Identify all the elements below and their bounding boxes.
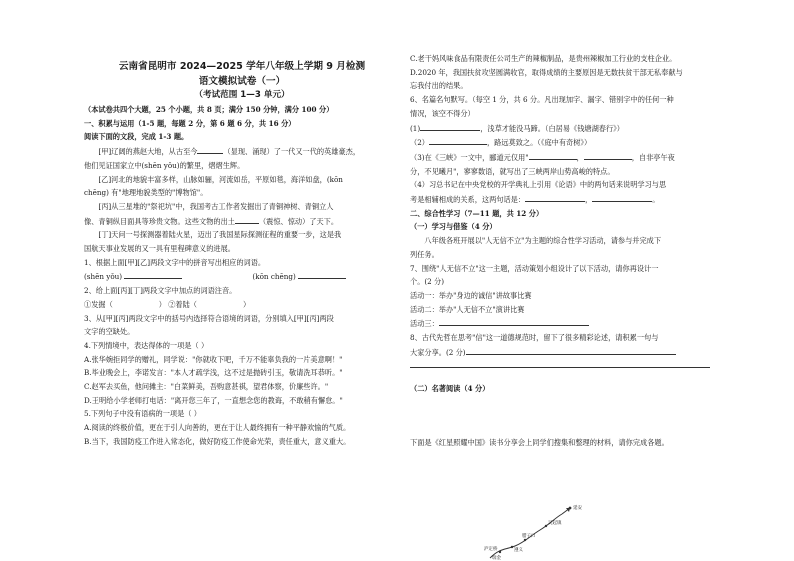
passage-jia-line1: [甲]辽阔的燕赵大地，从古至今 （显现、涌现）了一代又一代的英雄豪杰， bbox=[84, 144, 400, 159]
exam-title-line2: 语文模拟试卷（一） bbox=[198, 76, 286, 87]
route-label: 腊子口 bbox=[522, 534, 536, 539]
route-label: 吴起镇 bbox=[548, 521, 562, 526]
reading-intro: 下面是《红星照耀中国》读书分享会上同学们搜集和整理的材料，请你完成各题。 bbox=[410, 438, 669, 448]
question-4: 4.下列情境中，表达得体的一项是（ ） bbox=[84, 340, 209, 350]
question-6-line1: 6、名篇名句默写。（每空 1 分，共 6 分。凡出现加字、漏字、错别字中的任何一种 bbox=[410, 95, 674, 105]
passage-ding-line1: [丁]天问一号探测器着陆火星，迈出了我国星际探测征程的重要一步，这是我 bbox=[98, 230, 342, 240]
route-label: 泸定桥 bbox=[484, 547, 498, 552]
question-6-1: (1) ，浅草才能没马蹄。（白居易《钱塘湖春行》） bbox=[410, 121, 722, 136]
section2-intro-line2: 列任务。 bbox=[410, 249, 439, 259]
question-4-option-d: D.王明给小学老师打电话："离开您三年了，一直想念您的教诲，不敢稍有懈怠。" bbox=[84, 395, 343, 405]
question-5-option-d-line1: D.2020 年，我国扶贫攻坚圆满收官，取得成绩的主要原因是无数扶贫干部无私奉献与 bbox=[410, 67, 683, 77]
passage-bing-line2: 像、青铜纵目面具等珍贵文物。这些文物的出土 （震惊、惊动）了天下。 bbox=[84, 214, 400, 229]
activity-2: 活动二：举办"人无信不立"演讲比赛 bbox=[410, 304, 525, 314]
activity-1: 活动一：举办"身边的诚信"讲故事比赛 bbox=[410, 290, 532, 300]
section1-title: 一、积累与运用（1-5 题，每题 2 分，第 6 题 6 分，共 16 分） bbox=[84, 118, 296, 128]
instructions: （本试卷共四个大题，25 个小题，共 8 页；满分 150 分钟，满分 100 分） bbox=[84, 105, 334, 114]
answer-blank[interactable] bbox=[298, 269, 346, 279]
question-5-option-d-line2: 忘我付出的结果。 bbox=[410, 81, 468, 91]
answer-blank[interactable] bbox=[420, 121, 480, 131]
passage-yi-line1: [乙]河北的地貌丰富多样，山脉如骊，河流如岳，平原如毯，海洋如盘，(kōn bbox=[98, 174, 343, 184]
passage-jia-line2: 他们见证国家立中(shēn yǒu)的繁里，熠熠生辉。 bbox=[84, 160, 245, 170]
right-column bbox=[410, 52, 722, 450]
question-6-line2: 情况，该空不得分） bbox=[410, 108, 475, 118]
route-point bbox=[569, 507, 572, 510]
route-point bbox=[499, 551, 501, 553]
question-4-option-b: B.毕业晚会上，李诺发言："本人才疏学浅，这不过是抛砖引玉，敬请洗耳恭听。" bbox=[84, 368, 343, 378]
left-column bbox=[84, 103, 400, 449]
question-2: 2、给上面[丙][丁]两段文字中加点的词语注音。 bbox=[84, 286, 237, 296]
passage-bing-line1: [丙]从三星堆的"祭祀坑"中，我国考古工作者发掘出了青铜神树、青铜立人 bbox=[98, 201, 334, 211]
section2-title: 二、综合性学习（7—11 题，共 12 分） bbox=[410, 208, 544, 218]
passage-ding-line2: 国航天事业发展的又一具有里程碑意义的进展。 bbox=[84, 244, 235, 254]
question-6-3-line2: 分，不见曦月"，寥寥数语，就写出了三峡两岸山势高峻的特点。 bbox=[410, 166, 615, 176]
answer-blank[interactable] bbox=[439, 316, 589, 326]
route-label: 瑞金 bbox=[492, 556, 501, 561]
question-5-option-a: A.阅读的终极价值，更在于引人向善的，更在于让人最终拥有一种平静欢愉的气质。 bbox=[84, 423, 351, 433]
question-6-4-line1: （4）习总书记在中央党校的开学典礼上引用《论语》中的两句话来说明学习与思 bbox=[410, 180, 667, 190]
question-5: 5.下列句子中没有语病的一项是（ ） bbox=[84, 409, 201, 419]
route-label: 遵义 bbox=[514, 548, 523, 553]
section2-subtitle1: （一）学习与借鉴（4 分） bbox=[410, 222, 497, 232]
exam-title-line3: （考试范围 1—3 单元） bbox=[194, 90, 290, 100]
exam-title-line1: 云南省昆明市 2024—2025 学年八年级上学期 9 月检测 bbox=[118, 61, 366, 72]
question-4-option-a: A.张华婉拒同学的赠礼，同学说："你就收下吧，千万不能辜负我的一片美意啊！" bbox=[84, 354, 343, 364]
question-7-line2: 个。(2 分) bbox=[410, 277, 445, 287]
answer-blank[interactable] bbox=[124, 269, 182, 279]
route-point bbox=[511, 546, 513, 548]
section2-intro-line1: 八年级各班开展以"人无信不立"为主题的综合性学习活动，请参与并完成下 bbox=[424, 236, 662, 246]
route-point bbox=[545, 525, 547, 527]
long-march-route-diagram bbox=[470, 488, 590, 561]
answer-blank[interactable] bbox=[525, 192, 585, 202]
section2-subtitle2: （二）名著阅读（4 分） bbox=[410, 384, 490, 394]
answer-blank[interactable] bbox=[592, 192, 652, 202]
question-7-line1: 7、围绕"人无信不立"这一主题，活动策划小组设计了以下活动，请你再设计一 bbox=[410, 263, 659, 273]
question-2-blanks: ①发掘（ ） ②着陆（ ） bbox=[84, 299, 251, 309]
passage-yi-line2: chēng) 有"地理地貌类型的"博物馆"。 bbox=[84, 188, 208, 198]
question-8-line2: 大家分享。(2 分) bbox=[410, 345, 722, 360]
question-1-blanks: (shēn yǒu) (kōn chēng) bbox=[84, 269, 400, 284]
answer-blank[interactable] bbox=[529, 150, 577, 160]
answer-blank[interactable] bbox=[429, 135, 487, 145]
section1-subtitle: 阅读下面的文段，完成 1-3 题。 bbox=[84, 132, 189, 142]
question-3-line1: 3、从[甲][丙]两段文字中的括号内选择符合语境的词语，分别填入[甲][丙]两段 bbox=[84, 313, 334, 323]
question-1: 1、根据上面[甲][乙]两段文字中的拼音写出相应的词语。 bbox=[84, 257, 266, 267]
activity-3: 活动三： bbox=[410, 316, 722, 331]
route-label: 延安 bbox=[573, 506, 582, 511]
answer-blank[interactable] bbox=[466, 345, 676, 355]
question-6-3-line1: （3)在《三峡》一文中，郦道元仅用" ， ，自非亭午夜 bbox=[410, 150, 722, 165]
question-3-line2: 文字的空缺处。 bbox=[84, 327, 135, 337]
question-5-option-b: B.当下，我国防疫工作进入常态化，做好防疫工作使命光荣，责任重大，意义重大。 bbox=[84, 436, 351, 446]
question-6-2: （2） ，路远莫致之。（《庭中有奇树》） bbox=[410, 135, 722, 150]
question-5-option-c: C.老干妈风味食品有限责任公司生产的辣椒制品，是贵州辣椒加工行业的支柱企业。 bbox=[410, 54, 677, 63]
question-6-4-line2: 考是相辅相成的关系，这两句话是： ， 。 bbox=[410, 192, 722, 207]
question-8-line1: 8、古代先哲在思考"信"这一道德规范时，留下了很多精彩论述，请积累一句与 bbox=[410, 333, 659, 343]
answer-blank[interactable] bbox=[584, 150, 632, 160]
question-4-option-c: C.赵军去买鱼，他问摊主："白菜鲜美，吾购意甚祺，望君体察，价廉些许。" bbox=[84, 382, 329, 392]
route-point bbox=[524, 539, 526, 541]
